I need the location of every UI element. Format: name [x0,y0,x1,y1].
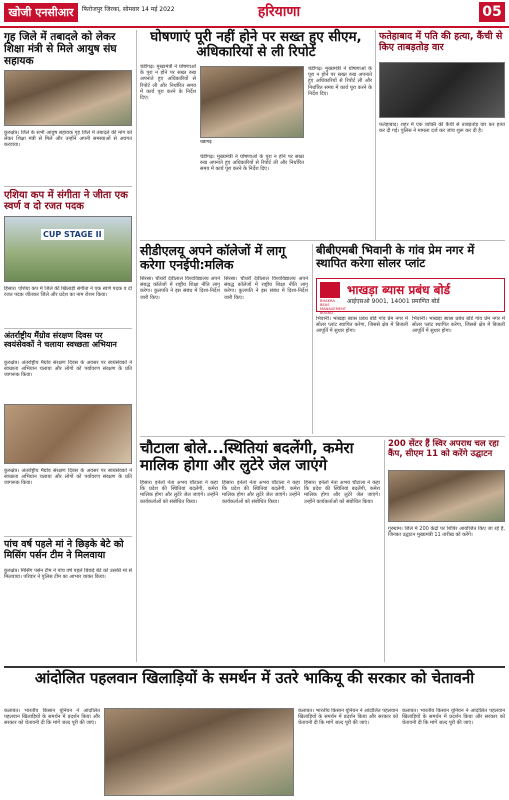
cm-headline: घोषणाएं पूरी नहीं होने पर सख्त हुए सीएम, अधिकारियों से ली रिपोर्ट [150,29,362,61]
school-headline: गृह जिले में तबादले को लेकर शिक्षा मंत्री से मिले आयुष संघ सहायक [4,31,117,67]
bbmb-logo-icon [320,282,340,298]
date-line: फिरोजपुर जिरका, सोमवार 14 मई 2022 [82,6,175,13]
asia-cup-photo [4,216,132,282]
camps-photo [388,470,505,522]
wrestlers-headline: आंदोलित पहलवान खिलाड़ियों के समर्थन में उतरे भाकियू की सरकार को चेतावनी [34,669,475,687]
advert-title: भाखड़ा ब्यास प्रबंध बोर्ड [347,283,451,297]
cm-meeting-photo [200,66,304,138]
wrestlers-body-col3: कलायत। भारतीय किसान यूनियन ने आंदोलित पहलवान खिलाड़ियों के समर्थन में प्रदर्शन किया और सरकार को चेतावनी दी कि मांगें जल्द पूरी की जाएं। [402,708,505,727]
cm-body-col1: चंडीगढ़। मुख्यमंत्री ने घोषणाओं के पूरा न होने पर सख्त रुख अपनाते हुए अधिकारियों से रिपोर्ट ली और निर्धारित समय में कार्य पूरा करने के निर्देश दिए। [140,64,196,102]
section-title: हरियाणा [257,4,301,20]
school-body: कुरुक्षेत्र। जिले के सभी आयुष सहायक गृह जिले में तबादले की मांग को लेकर शिक्षा मंत्री से मिले और उन्होंने अपनी समस्याओं से अवगत करवाया। [4,130,132,149]
page-number: 05 [479,2,505,22]
wrestlers-body-col2: कलायत। भारतीय किसान यूनियन ने आंदोलित पहलवान खिलाड़ियों के समर्थन में प्रदर्शन किया और सरकार को चेतावनी दी कि मांगें जल्द पूरी की जाएं। [298,708,398,727]
mangrove-body-2: कुरुक्षेत्र। अंतर्राष्ट्रीय मैंग्रोव संरक्षण दिवस के अवसर पर स्वयंसेवकों ने स्वच्छता अभियान चलाया और लोगों को पर्यावरण संरक्षण के प्रति जागरूक किया। [4,468,132,487]
mangrove-body: कुरुक्षेत्र। अंतर्राष्ट्रीय मैंग्रोव संरक्षण दिवस के अवसर पर स्वयंसेवकों ने स्वच्छता अभियान चलाया और लोगों को पर्यावरण संरक्षण के प्रति जागरूक किया। [4,360,132,379]
murder-body: फतेहाबाद। शहर में एक व्यक्ति की कैंची से ताबड़तोड़ वार कर हत्या कर दी गई। पुलिस ने मामला दर्ज कर जांच शुरू कर दी है। [379,122,505,135]
missing-person-headline: पांच वर्ष पहले मां ने छिड़के बेटे को मिसिंग पर्सन टीम ने मिलवाया [4,539,124,561]
asia-cup-headline: एशिया कप में संगीता ने जीता एक स्वर्ण व दो रजत पदक [4,190,128,213]
chautala-headline: चौटाला बोले...स्थितियां बदलेंगी, कमेरा मालिक होगा और लुटेरे जेल जाएंगे [140,439,354,474]
camps-headline: 200 सेंटर हैं स्विर अपराध चल रहा कैंप, सीएम 11 को करेंगे उद्घाटन [388,439,499,459]
asia-cup-body: हिसार। एशिया कप में जिले की खिलाड़ी संगीता ने एक स्वर्ण पदक व दो रजत पदक जीतकर जिले और प्रदेश का नाम रोशन किया। [4,286,132,299]
wrestlers-photo [104,708,294,796]
bbmb-logo-text: BHAKRA BEAS MANAGEMENT BOARD [320,299,346,315]
chautala-body-col1: हिसार। इनेलो नेता अभय चौटाला ने कहा कि प्रदेश की स्थितियां बदलेंगी, कमेरा मालिक होगा और लुटेरे जेल जाएंगे। उन्होंने कार्यकर्ताओं को संबोधित किया। [140,480,218,505]
cm-body-col2: चंडीगढ़। मुख्यमंत्री ने घोषणाओं के पूरा न होने पर सख्त रुख अपनाते हुए अधिकारियों से रिपोर्ट ली और निर्धारित समय में कार्य पूरा करने के निर्देश दिए। [200,154,304,173]
missing-person-body: कुरुक्षेत्र। मिसिंग पर्सन टीम ने पांच वर्ष पहले बिछड़े बेटे को उसकी मां से मिलवाया। परिवार ने पुलिस टीम का आभार व्यक्त किया। [4,568,132,581]
masthead [0,0,509,28]
murder-photo [379,62,505,118]
bbmb-body-col2: भिवानी। भाखड़ा ब्यास प्रबंध बोर्ड गांव प्रेम नगर में सोलर प्लांट स्थापित करेगा, जिससे क्षेत्र में बिजली आपूर्ति में सुधार होगा। [412,316,505,335]
murder-headline: फतेहाबाद में पति की हत्या, कैंची से किए ताबड़तोड़ वार [379,31,503,53]
mangrove-photo [4,404,132,464]
cm-body-col3: चंडीगढ़। मुख्यमंत्री ने घोषणाओं के पूरा न होने पर सख्त रुख अपनाते हुए अधिकारियों से रिपोर्ट ली और निर्धारित समय में कार्य पूरा करने के निर्देश दिए। [308,66,372,97]
advert-tagline: आईएसओ 9001, 14001 प्रमाणित बोर्ड [347,298,440,305]
bbmb-body-col1: भिवानी। भाखड़ा ब्यास प्रबंध बोर्ड गांव प्रेम नगर में सोलर प्लांट स्थापित करेगा, जिससे क्षेत्र में बिजली आपूर्ति में सुधार होगा। [316,316,408,335]
cdlu-headline: सीडीएलयू अपने कॉलेजों में लागू करेगा एनईपी:मलिक [140,243,286,272]
chautala-body-col2: हिसार। इनेलो नेता अभय चौटाला ने कहा कि प्रदेश की स्थितियां बदलेंगी, कमेरा मालिक होगा और लुटेरे जेल जाएंगे। उन्होंने कार्यकर्ताओं को संबोधित किया। [222,480,300,505]
bbmb-advert [316,278,505,315]
school-photo [4,70,132,126]
publication-brand: खोजी एनसीआर [4,3,78,22]
cdlu-body-col1: सिरसा। चौधरी देवीलाल विश्वविद्यालय अपने संबद्ध कॉलेजों में राष्ट्रीय शिक्षा नीति लागू करेगा। कुलपति ने इस संबंध में दिशा-निर्देश जारी किए। [140,276,220,301]
mangrove-headline: अंतर्राष्ट्रीय मैंग्रोव संरक्षण दिवस पर स्वयंसेवकों ने चलाया स्वच्छता अभियान [4,331,117,349]
cm-photo-caption: चंडीगढ़ [200,140,212,145]
cdlu-body-col2: सिरसा। चौधरी देवीलाल विश्वविद्यालय अपने संबद्ध कॉलेजों में राष्ट्रीय शिक्षा नीति लागू करेगा। कुलपति ने इस संबंध में दिशा-निर्देश जारी किए। [224,276,308,301]
wrestlers-body-col1: कलायत। भारतीय किसान यूनियन ने आंदोलित पहलवान खिलाड़ियों के समर्थन में प्रदर्शन किया और सरकार को चेतावनी दी कि मांगें जल्द पूरी की जाएं। [4,708,100,727]
bbmb-headline: बीबीएमबी भिवानी के गांव प्रेम नगर में स्थापित करेगा सोलर प्लांट [316,243,475,270]
photo-banner: CUP STAGE II [43,230,102,239]
chautala-body-col3: हिसार। इनेलो नेता अभय चौटाला ने कहा कि प्रदेश की स्थितियां बदलेंगी, कमेरा मालिक होगा और लुटेरे जेल जाएंगे। उन्होंने कार्यकर्ताओं को संबोधित किया। [304,480,380,505]
camps-body: गुरुग्राम। जिले में 200 केंद्रों पर शिविर आयोजित किए जा रहे हैं, जिनका उद्घाटन मुख्यमंत्री 11 तारीख को करेंगे। [388,526,505,539]
